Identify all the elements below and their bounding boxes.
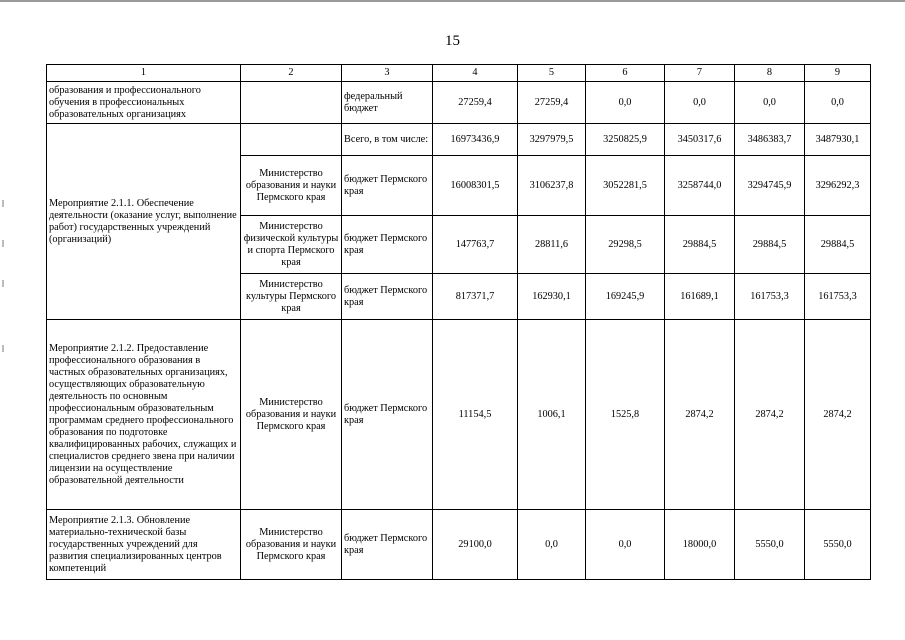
executor-cell bbox=[241, 82, 342, 124]
value-cell: 27259,4 bbox=[433, 82, 518, 124]
value-cell: 3450317,6 bbox=[665, 124, 735, 156]
table-row bbox=[47, 320, 871, 510]
value-cell: 2874,2 bbox=[805, 320, 871, 510]
value-cell: 0,0 bbox=[735, 82, 805, 124]
executor-cell: Министерство физической культуры и спорта Пермского края bbox=[241, 216, 342, 274]
source-cell: бюджет Пермского края bbox=[342, 156, 433, 216]
header-cell: 8 bbox=[735, 65, 805, 82]
value-cell: 3250825,9 bbox=[586, 124, 665, 156]
value-cell: 169245,9 bbox=[586, 274, 665, 320]
header-cell: 3 bbox=[342, 65, 433, 82]
value-cell: 3486383,7 bbox=[735, 124, 805, 156]
source-cell: бюджет Пермского края bbox=[342, 216, 433, 274]
executor-cell: Министерство образования и науки Пермского края bbox=[241, 510, 342, 580]
event-cell: Мероприятие 2.1.1. Обеспечение деятельности (оказание услуг, выполнение работ) государственных учреждений (организаций) bbox=[47, 124, 241, 320]
value-cell: 817371,7 bbox=[433, 274, 518, 320]
source-cell: бюджет Пермского края bbox=[342, 510, 433, 580]
value-cell: 29298,5 bbox=[586, 216, 665, 274]
value-cell: 28811,6 bbox=[518, 216, 586, 274]
value-cell: 3294745,9 bbox=[735, 156, 805, 216]
event-cell: образования и профессионального обучения в профессиональных образовательных организациях bbox=[47, 82, 241, 124]
value-cell: 11154,5 bbox=[433, 320, 518, 510]
value-cell: 3297979,5 bbox=[518, 124, 586, 156]
source-cell: бюджет Пермского края bbox=[342, 320, 433, 510]
executor-cell: Министерство образования и науки Пермского края bbox=[241, 156, 342, 216]
scan-top-border bbox=[0, 0, 905, 2]
value-cell: 2874,2 bbox=[665, 320, 735, 510]
executor-cell: Министерство образования и науки Пермского края bbox=[241, 320, 342, 510]
source-cell: федеральный бюджет bbox=[342, 82, 433, 124]
value-cell: 29884,5 bbox=[735, 216, 805, 274]
value-cell: 5550,0 bbox=[805, 510, 871, 580]
value-cell: 29100,0 bbox=[433, 510, 518, 580]
table-row bbox=[47, 82, 871, 124]
value-cell: 16008301,5 bbox=[433, 156, 518, 216]
value-cell: 16973436,9 bbox=[433, 124, 518, 156]
value-cell: 0,0 bbox=[805, 82, 871, 124]
value-cell: 0,0 bbox=[586, 510, 665, 580]
header-cell: 9 bbox=[805, 65, 871, 82]
value-cell: 29884,5 bbox=[805, 216, 871, 274]
value-cell: 1525,8 bbox=[586, 320, 665, 510]
event-cell: Мероприятие 2.1.2. Предоставление профессионального образования в частных образовательных организациях, осуществляющих образовательную деятельность по основным профессиональным образовательным программам среднего профессионального образования по подготовке квалифицированных рабочих, служащих и специалистов среднего звена при наличии лицензии на осуществление образовательной деятельности bbox=[47, 320, 241, 510]
scan-mark bbox=[2, 280, 4, 287]
event-cell: Мероприятие 2.1.3. Обновление материально-технической базы государственных учреждений для развития специализированных центров компетенций bbox=[47, 510, 241, 580]
value-cell: 161689,1 bbox=[665, 274, 735, 320]
header-cell: 4 bbox=[433, 65, 518, 82]
header-row bbox=[47, 65, 871, 82]
source-cell: Всего, в том числе: bbox=[342, 124, 433, 156]
value-cell: 161753,3 bbox=[735, 274, 805, 320]
value-cell: 29884,5 bbox=[665, 216, 735, 274]
value-cell: 0,0 bbox=[518, 510, 586, 580]
value-cell: 1006,1 bbox=[518, 320, 586, 510]
page-number: 15 bbox=[445, 33, 460, 49]
value-cell: 18000,0 bbox=[665, 510, 735, 580]
value-cell: 2874,2 bbox=[735, 320, 805, 510]
header-cell: 1 bbox=[47, 65, 241, 82]
value-cell: 3487930,1 bbox=[805, 124, 871, 156]
budget-table bbox=[46, 64, 871, 580]
value-cell: 147763,7 bbox=[433, 216, 518, 274]
value-cell: 3106237,8 bbox=[518, 156, 586, 216]
header-cell: 6 bbox=[586, 65, 665, 82]
scan-mark bbox=[2, 345, 4, 352]
header-cell: 2 bbox=[241, 65, 342, 82]
header-cell: 5 bbox=[518, 65, 586, 82]
value-cell: 3052281,5 bbox=[586, 156, 665, 216]
source-cell: бюджет Пермского края bbox=[342, 274, 433, 320]
executor-cell: Министерство культуры Пермского края bbox=[241, 274, 342, 320]
table-row bbox=[47, 124, 871, 156]
value-cell: 162930,1 bbox=[518, 274, 586, 320]
executor-cell bbox=[241, 124, 342, 156]
value-cell: 0,0 bbox=[665, 82, 735, 124]
value-cell: 5550,0 bbox=[735, 510, 805, 580]
value-cell: 3296292,3 bbox=[805, 156, 871, 216]
header-cell: 7 bbox=[665, 65, 735, 82]
value-cell: 3258744,0 bbox=[665, 156, 735, 216]
scan-mark bbox=[2, 240, 4, 247]
value-cell: 27259,4 bbox=[518, 82, 586, 124]
table-row bbox=[47, 510, 871, 580]
scan-mark bbox=[2, 200, 4, 207]
value-cell: 0,0 bbox=[586, 82, 665, 124]
value-cell: 161753,3 bbox=[805, 274, 871, 320]
